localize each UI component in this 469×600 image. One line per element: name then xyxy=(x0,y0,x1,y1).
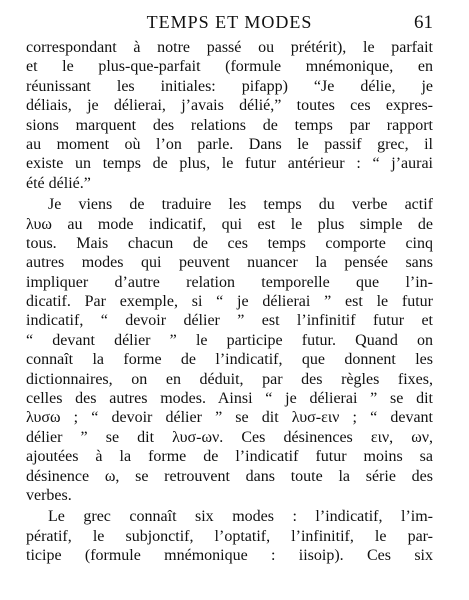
text-line: “ devant délier ” le participe futur. Quand on xyxy=(26,331,433,349)
text-line: verbes. xyxy=(26,486,72,504)
text-line: dictionnaires, on en déduit, par des règles fixes, xyxy=(26,370,433,388)
text-line: existe un temps de plus, le futur antérieur : “ j’aurai xyxy=(26,155,433,173)
text-line: Je viens de traduire les temps du verbe actif xyxy=(48,196,433,214)
text-line: λυσω ; “ devoir délier ” se dit λυσ-ειν ; “ devant xyxy=(26,409,433,427)
text-line: ajoutées à la forme de l’indicatif futur moins sa xyxy=(26,448,433,466)
text-line: Le grec connaît six modes : l’indicatif, l’im- xyxy=(48,508,433,526)
text-line: connaît la forme de l’indicatif, que donnent les xyxy=(26,351,433,369)
text-line: sions marquent des relations de temps par rapport xyxy=(26,116,433,134)
text-line: au moment où l’on parle. Dans le passif grec, il xyxy=(26,135,433,153)
text-line: dicatif. Par exemple, si “ je délierai ” est le futur xyxy=(26,293,433,311)
text-line: autres modes qui peuvent nuancer la pensée sans xyxy=(26,254,433,272)
text-line: été délié.” xyxy=(26,174,91,192)
text-line: réunissant les initiales: pifapp) “Je délie, je xyxy=(26,77,433,95)
page-header xyxy=(26,12,433,38)
text-line: déliais, je délierai, j’avais délié,” toutes ces expres- xyxy=(26,97,433,115)
paragraph-1 xyxy=(26,38,433,193)
text-line: délier ” se dit λυσ-ων. Ces désinences ειν, ων, xyxy=(26,428,433,446)
text-line: indicatif, “ devoir délier ” est l’infinitif futur et xyxy=(26,312,433,330)
running-head: TEMPS ET MODES xyxy=(146,12,313,32)
book-page xyxy=(26,12,433,566)
text-line: tous. Mais chacun de ces temps comporte cinq xyxy=(26,234,433,252)
text-line: désinence ω, se retrouvent dans toute la série des xyxy=(26,467,433,485)
body-text xyxy=(26,38,433,566)
paragraph-3 xyxy=(26,507,433,565)
text-line: celles des autres modes. Ainsi “ je délierai ” se dit xyxy=(26,390,433,408)
text-line: ticipe (formule mnémonique : iisoip). Ces six xyxy=(26,547,433,565)
text-line: correspondant à notre passé ou prétérit), le parfait xyxy=(26,39,433,56)
paragraph-2 xyxy=(26,195,433,505)
text-line: λυω au mode indicatif, qui est le plus simple de xyxy=(26,215,433,233)
text-line: et le plus-que-parfait (formule mnémonique, en xyxy=(26,58,433,76)
text-line: impliquer d’autre relation temporelle que l’in- xyxy=(26,273,433,291)
page-number: 61 xyxy=(414,12,433,33)
text-line: pératif, le subjonctif, l’optatif, l’infinitif, le par- xyxy=(26,527,433,545)
